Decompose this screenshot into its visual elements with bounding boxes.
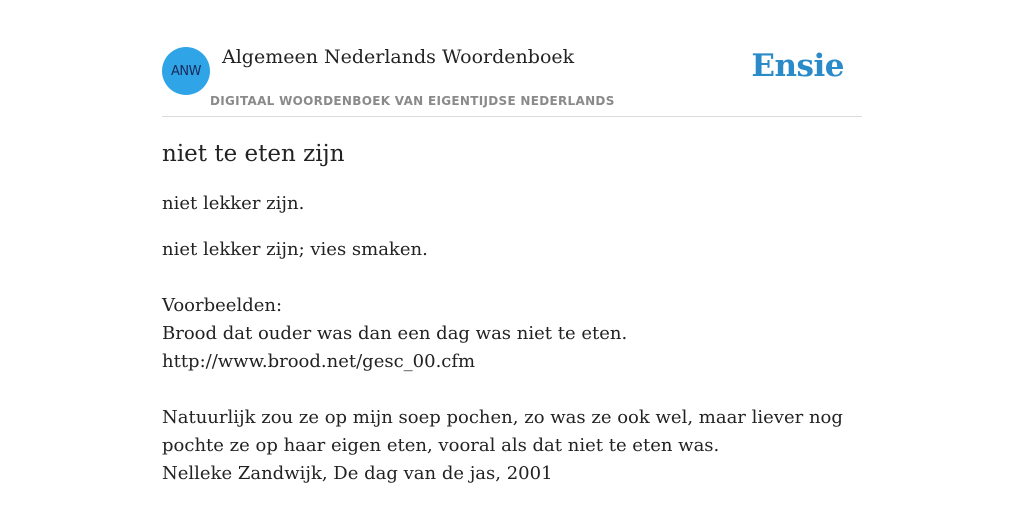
example-source: Nelleke Zandwijk, De dag van de jas, 2001 — [162, 463, 553, 484]
entry-content — [162, 136, 862, 488]
example-text: Brood dat ouder was dan een dag was niet te eten. — [162, 323, 628, 344]
site-title-link[interactable]: Algemeen Nederlands Woordenboek — [222, 46, 575, 68]
example-source-link[interactable]: http://www.brood.net/gesc_00.cfm — [162, 351, 476, 372]
logo-text: ANW — [171, 63, 201, 79]
entry-title: niet te eten zijn — [162, 141, 345, 167]
site-subtitle: DIGITAAL WOORDENBOEK VAN EIGENTIJDSE NEDERLANDS — [210, 94, 615, 108]
spacer — [162, 264, 862, 292]
definition-block — [162, 236, 862, 488]
site-header — [162, 44, 862, 117]
spacer — [162, 376, 862, 404]
definition-text: niet lekker zijn; vies smaken. — [162, 239, 428, 260]
ensie-brand-link[interactable]: Ensie — [751, 48, 844, 84]
anw-logo[interactable] — [162, 47, 210, 95]
short-definition: niet lekker zijn. — [162, 193, 305, 214]
example-source — [162, 348, 862, 376]
examples-label: Voorbeelden: — [162, 295, 283, 316]
example-text: Natuurlijk zou ze op mijn soep pochen, zo was ze ook wel, maar liever nog pochte ze op haar eigen eten, vooral als dat niet te eten was. — [162, 407, 843, 456]
